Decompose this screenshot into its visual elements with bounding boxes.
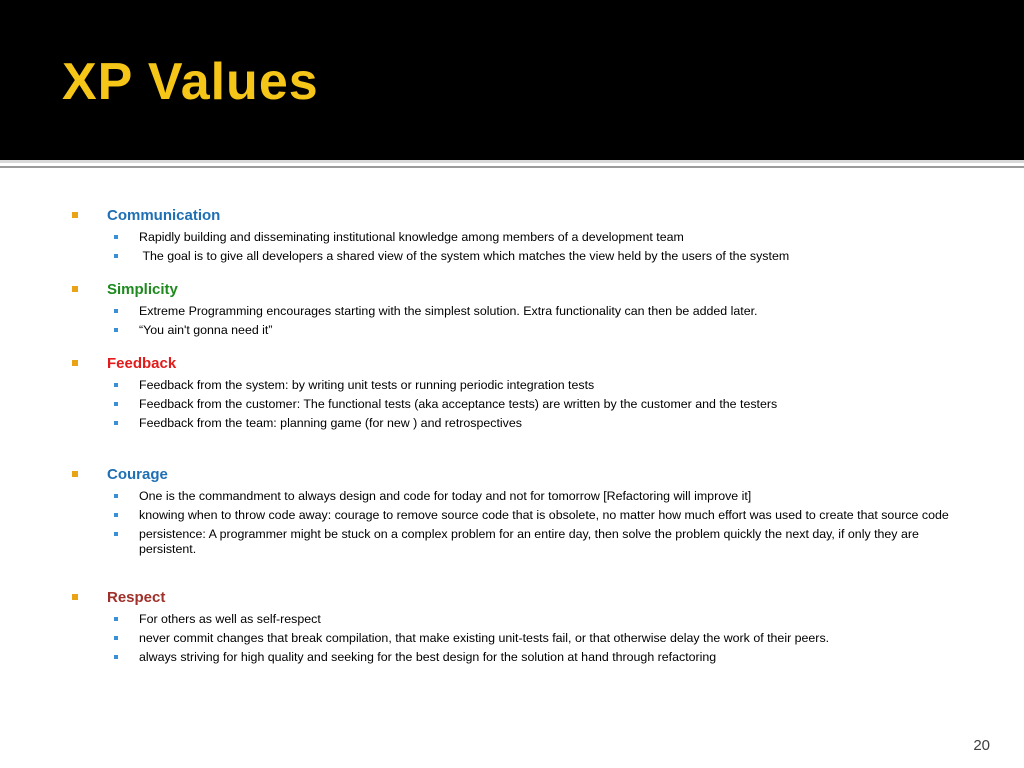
section-heading-row	[0, 588, 1024, 608]
section-heading-row	[0, 280, 1024, 300]
square-bullet-icon	[114, 383, 118, 387]
square-bullet-icon	[114, 494, 118, 498]
list-item-text: always striving for high quality and seeking for the best design for the solution at hand through refactoring	[139, 650, 717, 664]
square-bullet-icon	[114, 309, 118, 313]
square-bullet-icon	[72, 212, 78, 218]
list-item	[0, 323, 969, 338]
list-item-text: One is the commandment to always design and code for today and not for tomorrow [Refactoring will improve it]	[139, 489, 752, 503]
section-heading-row	[0, 465, 1024, 485]
section-heading: Communication	[107, 207, 221, 224]
section-feedback	[0, 354, 1024, 431]
square-bullet-icon	[114, 254, 118, 258]
section-simplicity	[0, 280, 1024, 338]
list-item	[0, 230, 969, 245]
list-item	[0, 527, 969, 557]
list-item	[0, 650, 969, 665]
square-bullet-icon	[72, 594, 78, 600]
square-bullet-icon	[72, 471, 78, 477]
list-item-text: Extreme Programming encourages starting with the simplest solution. Extra functionality can then be added later.	[139, 304, 758, 318]
list-item-text: For others as well as self-respect	[139, 612, 321, 626]
section-heading: Respect	[107, 589, 166, 606]
slide-title: XP Values	[62, 53, 319, 111]
square-bullet-icon	[114, 421, 118, 425]
section-respect	[0, 588, 1024, 665]
section-courage	[0, 465, 1024, 557]
square-bullet-icon	[72, 286, 78, 292]
list-item-text: persistence: A programmer might be stuck on a complex problem for an entire day, then solve the problem quickly the next day, if only they are persistent.	[139, 527, 923, 556]
square-bullet-icon	[114, 235, 118, 239]
square-bullet-icon	[114, 636, 118, 640]
list-item-text: The goal is to give all developers a shared view of the system which matches the view held by the users of the system	[139, 249, 790, 263]
section-heading: Simplicity	[107, 281, 178, 298]
list-item	[0, 378, 969, 393]
title-divider-light	[0, 160, 1024, 163]
title-divider-dark	[0, 166, 1024, 168]
page-number: 20	[973, 737, 990, 754]
square-bullet-icon	[114, 513, 118, 517]
section-heading: Feedback	[107, 355, 177, 372]
square-bullet-icon	[114, 617, 118, 621]
list-item	[0, 304, 969, 319]
list-item-text: knowing when to throw code away: courage to remove source code that is obsolete, no matter how much effort was used to create that source code	[139, 508, 949, 522]
section-communication	[0, 206, 1024, 264]
square-bullet-icon	[114, 655, 118, 659]
list-item-text: Feedback from the team: planning game (for new ) and retrospectives	[139, 416, 522, 430]
section-heading-row	[0, 354, 1024, 374]
list-item	[0, 397, 969, 412]
square-bullet-icon	[72, 360, 78, 366]
list-item	[0, 489, 969, 504]
list-item-text: Feedback from the customer: The functional tests (aka acceptance tests) are written by the customer and the testers	[139, 397, 778, 411]
list-item-text: Rapidly building and disseminating institutional knowledge among members of a development team	[139, 230, 684, 244]
list-item	[0, 508, 969, 523]
title-bar	[0, 0, 1024, 160]
square-bullet-icon	[114, 402, 118, 406]
list-item-text: “You ain't gonna need it”	[139, 323, 273, 337]
list-item-text: Feedback from the system: by writing unit tests or running periodic integration tests	[139, 378, 595, 392]
list-item	[0, 416, 969, 431]
list-item	[0, 631, 969, 646]
square-bullet-icon	[114, 532, 118, 536]
list-item	[0, 612, 969, 627]
section-heading-row	[0, 206, 1024, 226]
section-heading: Courage	[107, 466, 168, 483]
list-item	[0, 249, 969, 264]
list-item-text: never commit changes that break compilation, that make existing unit-tests fail, or that otherwise delay the work of their peers.	[139, 631, 830, 645]
square-bullet-icon	[114, 328, 118, 332]
